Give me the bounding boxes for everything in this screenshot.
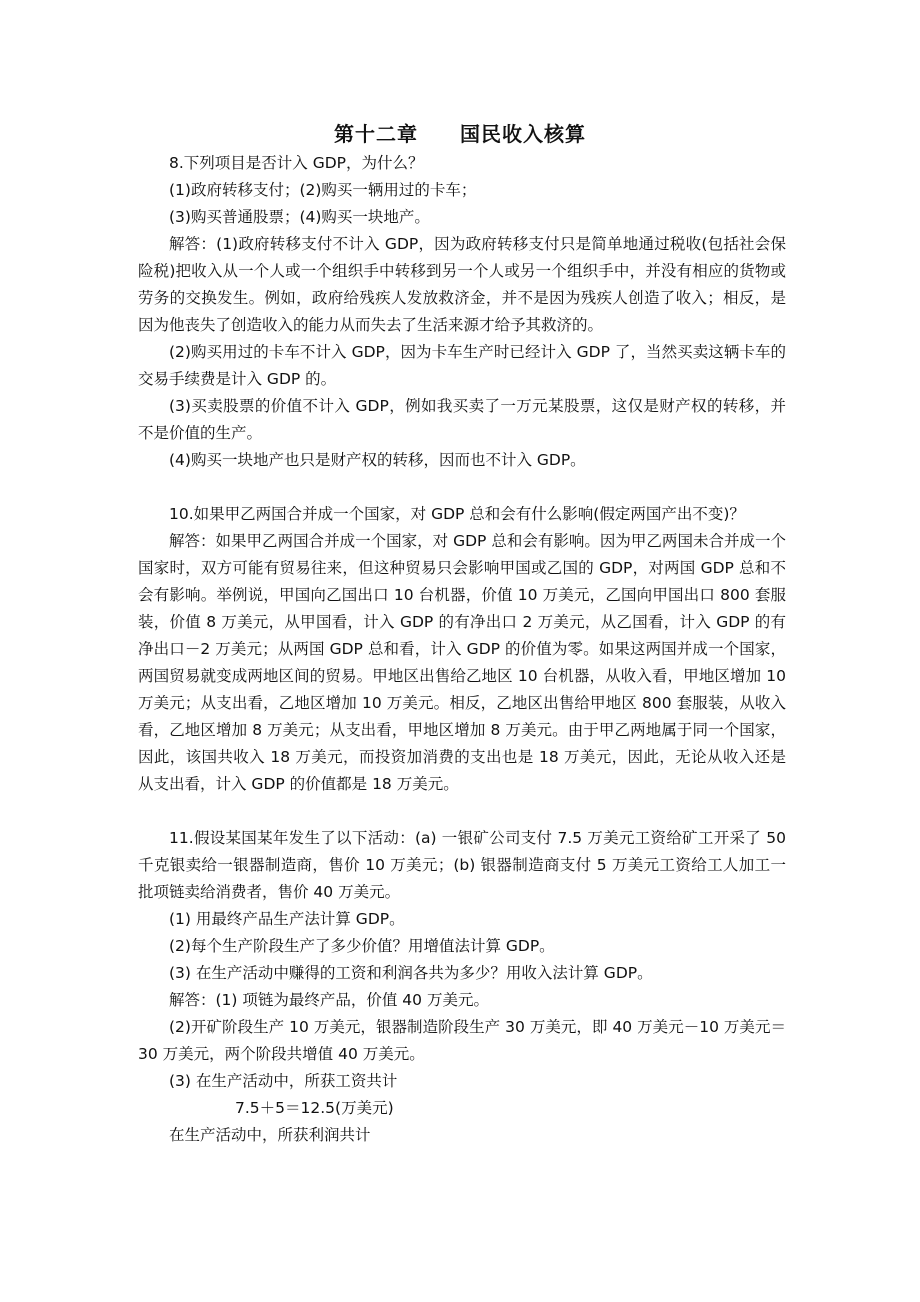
document-body (138, 150, 786, 1149)
q8-answer-4: (4)购买一块地产也只是财产权的转移，因而也不计入 GDP。 (169, 451, 586, 469)
section-spacer (138, 798, 786, 825)
q10-answer: 解答：如果甲乙两国合并成一个国家，对 GDP 总和会有影响。因为甲乙两国未合并成一个国家时，双方可能有贸易往来，但这种贸易只会影响甲国或乙国的 GDP，对两国 GDP 总和不会有影响。举例说，甲国向乙国出口 10 台机器，价值 10 万美元，乙国向甲国出口 800 套服装，价值 8 万美元，从甲国看，计入 GDP 的有净出口 2 万美元，从乙国看，计入 GDP 的有净出口－2 万美元；从两国 GDP 总和看，计入 GDP 的价值为零。如果这两国并成一个国家，两国贸易就变成两地区间的贸易。甲地区出售给乙地区 10 台机器，从收入看，甲地区增加 10 万美元；从支出看，乙地区增加 10 万美元。相反，乙地区出售给甲地区 800 套服装，从收入看，乙地区增加 8 万美元；从支出看，甲地区增加 8 万美元。由于甲乙两地属于同一个国家，因此，该国共收入 18 万美元，而投资加消费的支出也是 18 万美元，因此，无论从收入还是从支出看，计入 GDP 的价值都是 18 万美元。 (138, 532, 786, 793)
section-spacer (138, 474, 786, 501)
chapter-title: 第十二章 国民收入核算 (334, 122, 586, 146)
q11-sub-2: (2)每个生产阶段生产了多少价值？用增值法计算 GDP。 (169, 937, 555, 955)
q11-answer-2: (2)开矿阶段生产 10 万美元，银器制造阶段生产 30 万美元，即 40 万美元－10 万美元＝30 万美元，两个阶段共增值 40 万美元。 (138, 1018, 786, 1063)
wage-formula: 7.5＋5＝12.5(万美元) (235, 1099, 394, 1117)
q11-answer-3: (3) 在生产活动中，所获工资共计 (169, 1072, 398, 1090)
q11-answer-1: 解答：(1) 项链为最终产品，价值 40 万美元。 (169, 991, 489, 1009)
q11-sub-3: (3) 在生产活动中赚得的工资和利润各共为多少？用收入法计算 GDP。 (169, 964, 653, 982)
q8-items-line2: (3)购买普通股票；(4)购买一块地产。 (169, 208, 430, 226)
q8-answer-1: 解答：(1)政府转移支付不计入 GDP，因为政府转移支付只是简单地通过税收(包括社会保险税)把收入从一个人或一个组织手中转移到另一个人或另一个组织手中，并没有相应的货物或劳务的交换发生。例如，政府给残疾人发放救济金，并不是因为残疾人创造了收入；相反，是因为他丧失了创造收入的能力从而失去了生活来源才给予其救济的。 (138, 235, 786, 334)
q8-question: 8.下列项目是否计入 GDP，为什么？ (169, 154, 424, 172)
q11-sub-1: (1) 用最终产品生产法计算 GDP。 (169, 910, 405, 928)
q8-answer-2: (2)购买用过的卡车不计入 GDP，因为卡车生产时已经计入 GDP 了，当然买卖这辆卡车的交易手续费是计入 GDP 的。 (138, 343, 786, 388)
q11-answer-4: 在生产活动中，所获利润共计 (169, 1126, 371, 1144)
q11-question: 11.假设某国某年发生了以下活动：(a) 一银矿公司支付 7.5 万美元工资给矿工开采了 50 千克银卖给一银器制造商，售价 10 万美元；(b) 银器制造商支付 5 万美元工资给工人加工一批项链卖给消费者，售价 40 万美元。 (138, 829, 786, 901)
q8-answer-3: (3)买卖股票的价值不计入 GDP，例如我买卖了一万元某股票，这仅是财产权的转移，并不是价值的生产。 (138, 397, 786, 442)
q8-items-line1: (1)政府转移支付；(2)购买一辆用过的卡车； (169, 181, 477, 199)
q10-question: 10.如果甲乙两国合并成一个国家，对 GDP 总和会有什么影响(假定两国产出不变)？ (169, 505, 745, 523)
